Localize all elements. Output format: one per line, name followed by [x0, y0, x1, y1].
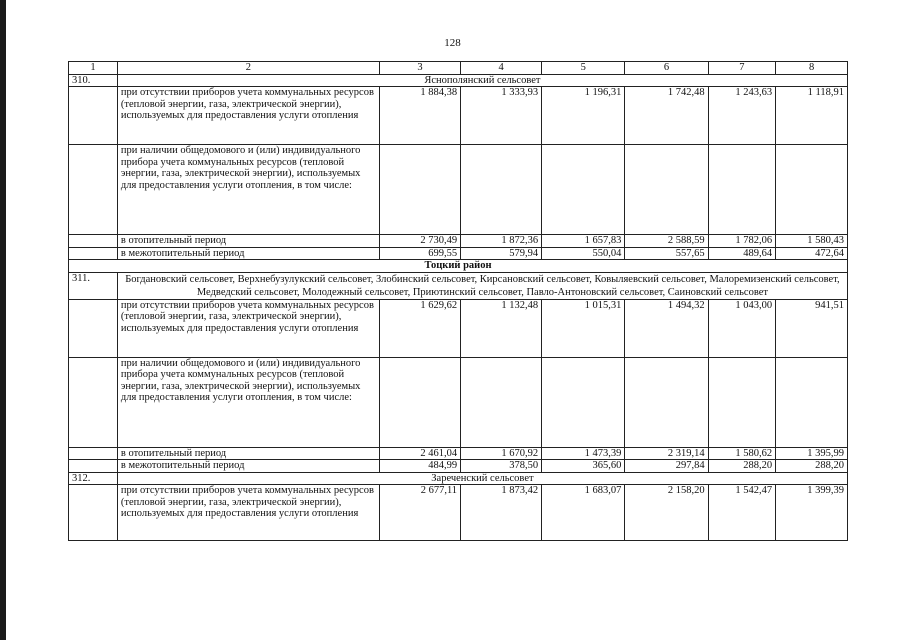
value-cell: 1 118,91: [776, 87, 848, 145]
value-cell: 1 782,06: [708, 235, 776, 248]
row-number: 310.: [69, 74, 118, 87]
value-cell: 1 043,00: [708, 299, 776, 357]
row-label: при наличии общедомового и (или) индивидуального прибора учета коммунальных ресурсов (тепловой энергии, газа, электрической энергии), используемых для предоставления услуги отопления, в том числе:: [117, 357, 379, 447]
column-header: 7: [708, 62, 776, 75]
scan-edge: [0, 0, 6, 640]
value-cell: 1 683,07: [542, 485, 625, 541]
row-label: в межотопительный период: [117, 460, 379, 473]
value-cell: 1 884,38: [379, 87, 460, 145]
table-row: [69, 87, 848, 145]
settlement-name: Богдановский сельсовет, Верхнебузулукский сельсовет, Злобинский сельсовет, Кирсановский сельсовет, Ковыляевский сельсовет, Малоремизенский сельсовет, Медведский сельсовет, Молодежный сельсовет, Приютинский сельсовет, Павло-Антоновский сельсовет, Саиновский сельсовет: [117, 272, 847, 299]
value-cell: 2 158,20: [625, 485, 708, 541]
settlement-name: Яснополянский сельсовет: [117, 74, 847, 87]
value-cell: 1 132,48: [461, 299, 542, 357]
value-cell: [776, 357, 848, 447]
value-cell: 288,20: [776, 460, 848, 473]
value-cell: 1 629,62: [379, 299, 460, 357]
column-header: 8: [776, 62, 848, 75]
column-header: 6: [625, 62, 708, 75]
row-number-empty: [69, 357, 118, 447]
table-row: [69, 447, 848, 460]
value-cell: 1 015,31: [542, 299, 625, 357]
value-cell: [708, 145, 776, 235]
value-cell: 1 243,63: [708, 87, 776, 145]
value-cell: 941,51: [776, 299, 848, 357]
value-cell: 1 333,93: [461, 87, 542, 145]
table-row: [69, 460, 848, 473]
value-cell: 2 461,04: [379, 447, 460, 460]
row-label: при отсутствии приборов учета коммунальных ресурсов (тепловой энергии, газа, электрической энергии), используемых для предоставления услуги отопления: [117, 299, 379, 357]
district-name: Тоцкий район: [69, 260, 848, 273]
row-label: в отопительный период: [117, 235, 379, 248]
row-label: при отсутствии приборов учета коммунальных ресурсов (тепловой энергии, газа, электрической энергии), используемых для предоставления услуги отопления: [117, 485, 379, 541]
value-cell: [542, 145, 625, 235]
value-cell: 288,20: [708, 460, 776, 473]
row-number-empty: [69, 247, 118, 260]
value-cell: 297,84: [625, 460, 708, 473]
district-row: [69, 260, 848, 273]
value-cell: [708, 357, 776, 447]
value-cell: 1 670,92: [461, 447, 542, 460]
settlement-name: Зареченский сельсовет: [117, 472, 847, 485]
settlement-group-row: [69, 472, 848, 485]
value-cell: 1 873,42: [461, 485, 542, 541]
row-number-empty: [69, 145, 118, 235]
value-cell: 1 657,83: [542, 235, 625, 248]
value-cell: 1 580,62: [708, 447, 776, 460]
value-cell: [625, 145, 708, 235]
value-cell: [625, 357, 708, 447]
table-row: [69, 485, 848, 541]
column-header: 3: [379, 62, 460, 75]
value-cell: 1 395,99: [776, 447, 848, 460]
row-number-empty: [69, 485, 118, 541]
value-cell: 1 399,39: [776, 485, 848, 541]
value-cell: [461, 145, 542, 235]
value-cell: 365,60: [542, 460, 625, 473]
value-cell: 1 494,32: [625, 299, 708, 357]
value-cell: [461, 357, 542, 447]
row-label: при наличии общедомового и (или) индивидуального прибора учета коммунальных ресурсов (тепловой энергии, газа, электрической энергии), используемых для предоставления услуги отопления, в том числе:: [117, 145, 379, 235]
value-cell: 2 319,14: [625, 447, 708, 460]
value-cell: 378,50: [461, 460, 542, 473]
value-cell: 2 730,49: [379, 235, 460, 248]
value-cell: 1 542,47: [708, 485, 776, 541]
row-number-empty: [69, 235, 118, 248]
row-number-empty: [69, 299, 118, 357]
table-row: [69, 235, 848, 248]
table-row: [69, 299, 848, 357]
value-cell: 1 742,48: [625, 87, 708, 145]
value-cell: [379, 357, 460, 447]
value-cell: 2 588,59: [625, 235, 708, 248]
column-header: 1: [69, 62, 118, 75]
row-label: в отопительный период: [117, 447, 379, 460]
row-number-empty: [69, 447, 118, 460]
value-cell: 489,64: [708, 247, 776, 260]
value-cell: 1 196,31: [542, 87, 625, 145]
column-number-row: [69, 62, 848, 75]
row-label: при отсутствии приборов учета коммунальных ресурсов (тепловой энергии, газа, электрической энергии), используемых для предоставления услуги отопления: [117, 87, 379, 145]
settlement-group-row: [69, 272, 848, 299]
table-row: [69, 145, 848, 235]
value-cell: [776, 145, 848, 235]
value-cell: 484,99: [379, 460, 460, 473]
row-number-empty: [69, 87, 118, 145]
row-number: 311.: [69, 272, 118, 299]
tariff-table: [68, 61, 848, 541]
value-cell: 557,65: [625, 247, 708, 260]
value-cell: 472,64: [776, 247, 848, 260]
row-number-empty: [69, 460, 118, 473]
value-cell: 1 872,36: [461, 235, 542, 248]
table-row: [69, 357, 848, 447]
row-number: 312.: [69, 472, 118, 485]
table-row: [69, 247, 848, 260]
value-cell: 699,55: [379, 247, 460, 260]
column-header: 4: [461, 62, 542, 75]
column-header: 5: [542, 62, 625, 75]
settlement-group-row: [69, 74, 848, 87]
value-cell: 1 580,43: [776, 235, 848, 248]
value-cell: 579,94: [461, 247, 542, 260]
row-label: в межотопительный период: [117, 247, 379, 260]
value-cell: 1 473,39: [542, 447, 625, 460]
value-cell: [542, 357, 625, 447]
page-number: 128: [444, 37, 461, 49]
value-cell: 550,04: [542, 247, 625, 260]
value-cell: [379, 145, 460, 235]
column-header: 2: [117, 62, 379, 75]
value-cell: 2 677,11: [379, 485, 460, 541]
